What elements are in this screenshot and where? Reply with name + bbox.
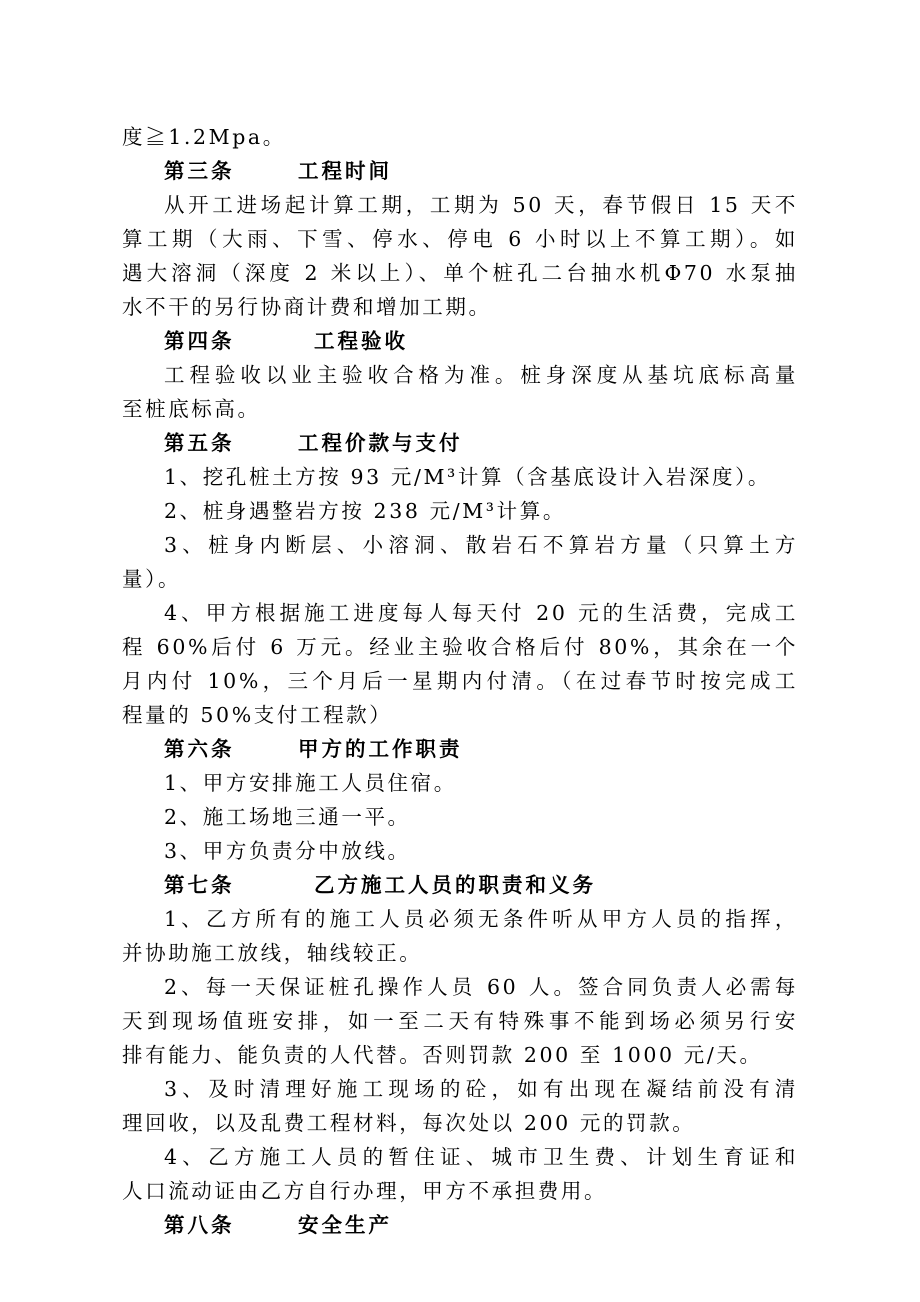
article-number: 第六条 <box>164 737 235 761</box>
document-page <box>122 120 798 1242</box>
list-item-continuation: 排有能力、能负责的人代替。否则罚款 200 至 1000 元/天。 <box>122 1043 763 1067</box>
article-3-heading <box>122 154 798 188</box>
paragraph-line: 至桩底标高。 <box>122 397 261 421</box>
article-number: 第四条 <box>164 329 235 353</box>
paragraph-line: 工程验收以业主验收合格为准。桩身深度从基坑底标高量 <box>164 363 798 387</box>
article-title: 安全生产 <box>298 1213 392 1237</box>
article-5-heading <box>122 426 798 460</box>
list-item-continuation: 人口流动证由乙方自行办理，甲方不承担费用。 <box>122 1179 608 1203</box>
article-number: 第八条 <box>164 1213 235 1237</box>
list-item: 3、桩身内断层、小溶洞、散岩石不算岩方量（只算土方 <box>164 533 798 557</box>
article-7-heading <box>122 868 798 902</box>
article-number: 第五条 <box>164 431 235 455</box>
article-title: 工程时间 <box>298 159 392 183</box>
paragraph-line: 算工期（大雨、下雪、停水、停电 6 小时以上不算工期）。如 <box>122 227 798 251</box>
list-item-continuation: 并协助施工放线，轴线较正。 <box>122 941 423 965</box>
article-number: 第三条 <box>164 159 235 183</box>
list-item: 4、乙方施工人员的暂住证、城市卫生费、计划生育证和 <box>164 1145 798 1169</box>
article-number: 第七条 <box>164 873 235 897</box>
list-item: 1、甲方安排施工人员住宿。 <box>164 771 457 795</box>
list-item: 2、桩身遇整岩方按 238 元/M³计算。 <box>164 499 566 523</box>
article-title: 甲方的工作职责 <box>298 737 463 761</box>
list-item-continuation: 量）。 <box>122 567 182 591</box>
list-item-continuation: 天到现场值班安排，如一至二天有特殊事不能到场必须另行安 <box>122 1009 798 1033</box>
list-item: 2、施工场地三通一平。 <box>164 805 411 829</box>
list-item-continuation: 程 60%后付 6 万元。经业主验收合格后付 80%，其余在一个 <box>122 635 798 659</box>
article-4-heading <box>122 324 798 358</box>
paragraph-line: 遇大溶洞（深度 2 米以上）、单个桩孔二台抽水机Φ70 水泵抽 <box>122 261 798 285</box>
paragraph-line: 水不干的另行协商计费和增加工期。 <box>122 295 492 319</box>
list-item: 2、每一天保证桩孔操作人员 60 人。签合同负责人必需每 <box>164 975 798 999</box>
article-title: 工程验收 <box>314 329 408 353</box>
list-item: 4、甲方根据施工进度每人每天付 20 元的生活费，完成工 <box>164 601 798 625</box>
list-item-continuation: 月内付 10%，三个月后一星期内付清。（在过春节时按完成工 <box>122 669 798 693</box>
list-item: 3、及时清理好施工现场的砼，如有出现在凝结前没有清 <box>164 1077 798 1101</box>
list-item-continuation: 程量的 50%支付工程款） <box>122 703 393 727</box>
intro-tail-line: 度≧1.2Mpa。 <box>122 125 286 149</box>
list-item: 3、甲方负责分中放线。 <box>164 839 411 863</box>
list-item-continuation: 理回收，以及乱费工程材料，每次处以 200 元的罚款。 <box>122 1111 696 1135</box>
list-item: 1、乙方所有的施工人员必须无条件听从甲方人员的指挥， <box>164 907 798 931</box>
article-title: 乙方施工人员的职责和义务 <box>314 873 596 897</box>
paragraph-line: 从开工进场起计算工期，工期为 50 天，春节假日 15 天不 <box>164 193 798 217</box>
article-6-heading <box>122 732 798 766</box>
article-8-heading <box>122 1208 798 1242</box>
list-item: 1、挖孔桩土方按 93 元/M³计算（含基底设计入岩深度）。 <box>164 465 772 489</box>
article-title: 工程价款与支付 <box>298 431 463 455</box>
